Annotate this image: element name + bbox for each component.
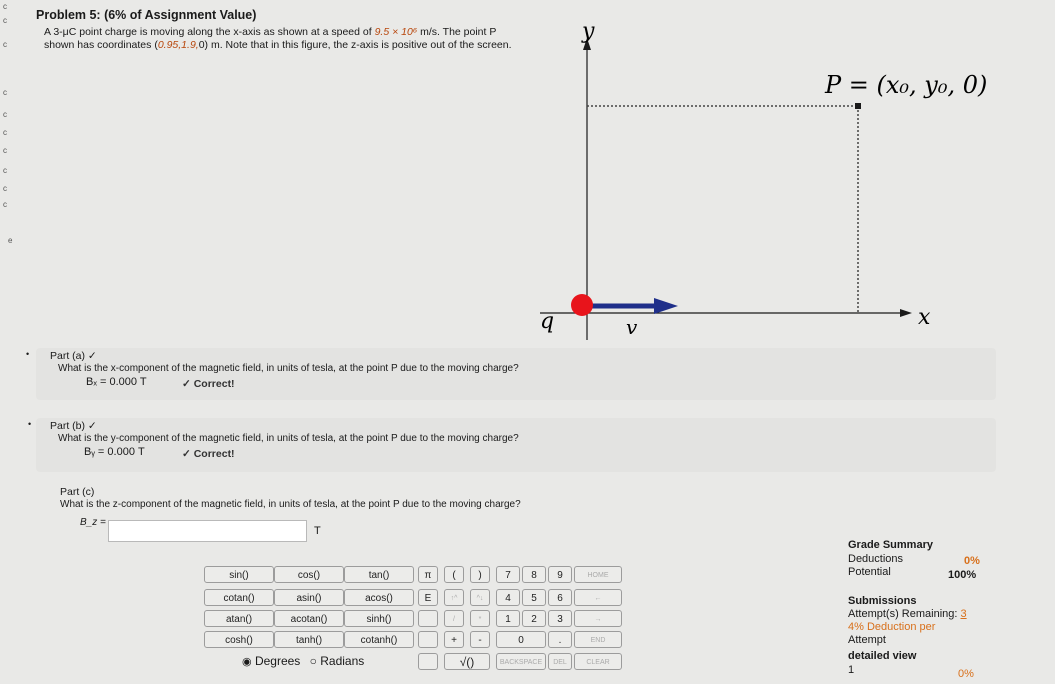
decimal-button[interactable]: . (548, 631, 572, 648)
velocity-arrowhead (654, 298, 678, 314)
detailed-view-link[interactable]: detailed view (848, 650, 917, 662)
multiply-button[interactable]: * (470, 610, 490, 627)
left-arrow-button[interactable]: ← (574, 589, 622, 606)
delete-button[interactable]: DEL (548, 653, 572, 670)
deduction-per-attempt: 4% Deduction per (848, 621, 936, 633)
acotan-button[interactable]: acotan() (274, 610, 344, 627)
home-button[interactable]: HOME (574, 566, 622, 583)
minus-button[interactable]: - (470, 631, 490, 648)
bz-answer-input[interactable] (108, 520, 307, 542)
point-p-marker (855, 103, 861, 109)
problem-title: Problem 5: (6% of Assignment Value) (36, 8, 257, 22)
part-a-question: What is the x-component of the magnetic field, in units of tesla, at the point P due to the moving charge? (58, 363, 519, 374)
charge-q (571, 294, 593, 316)
bz-unit: T (314, 525, 321, 537)
speed-value: 9.5 × 10⁶ (374, 26, 418, 38)
degrees-radio[interactable]: ◉ (242, 656, 252, 668)
figure (520, 18, 1040, 348)
digit-7-button[interactable]: 7 (496, 566, 520, 583)
part-b-bullet: • (28, 419, 32, 429)
grade-summary-title: Grade Summary (848, 539, 933, 551)
atan-button[interactable]: atan() (204, 610, 274, 627)
degrees-label: Degrees (254, 654, 301, 668)
point-p-label: P = (x₀, y₀, 0) (825, 71, 988, 99)
digit-9-button[interactable]: 9 (548, 566, 572, 583)
digit-1-button[interactable]: 1 (496, 610, 520, 627)
velocity-label: v (626, 315, 638, 339)
digit-6-button[interactable]: 6 (548, 589, 572, 606)
plus-button[interactable]: + (444, 631, 464, 648)
cosh-button[interactable]: cosh() (204, 631, 274, 648)
power-up-button[interactable]: ↑^ (444, 589, 464, 606)
blank-key-1[interactable] (418, 610, 438, 627)
cotanh-button[interactable]: cotanh() (344, 631, 414, 648)
part-a-header[interactable]: Part (a) ✓ (50, 350, 97, 362)
digit-8-button[interactable]: 8 (522, 566, 546, 583)
problem-statement: A 3-μC point charge is moving along the x-axis as shown at a speed of 9.5 × 10⁶ m/s. The point P shown has coordinates (0.95,1.9,0) m. Note that in this figure, the z-axis is positive out of the screen. (44, 26, 512, 51)
close-paren-button[interactable]: ) (470, 566, 490, 583)
divide-button[interactable]: / (444, 610, 464, 627)
part-b-status: ✓ Correct! (182, 448, 235, 460)
deductions-label: Deductions (848, 553, 904, 565)
right-arrow-button[interactable]: → (574, 610, 622, 627)
asin-button[interactable]: asin() (274, 589, 344, 606)
bz-label: B_z = (80, 517, 106, 528)
attempts-value: 3 (960, 608, 967, 620)
potential-value: 100% (948, 569, 977, 581)
charge-label: q (540, 309, 555, 334)
attempts-remaining: Attempt(s) Remaining: 3 (848, 608, 967, 620)
tanh-button[interactable]: tanh() (274, 631, 344, 648)
part-b (36, 418, 996, 472)
digit-0-button[interactable]: 0 (496, 631, 546, 648)
coords-value: 0.95,1.9, (157, 39, 199, 51)
blank-key-2[interactable] (418, 631, 438, 648)
part-a-status: ✓ Correct! (182, 378, 235, 390)
digit-2-button[interactable]: 2 (522, 610, 546, 627)
x-axis-label: x (918, 305, 931, 330)
radians-label: Radians (320, 654, 365, 668)
cos-button[interactable]: cos() (274, 566, 344, 583)
part-a-answer: Bₓ = 0.000 T (86, 376, 147, 388)
power-down-button[interactable]: ^↓ (470, 589, 490, 606)
submission-row-value: 0% (958, 668, 974, 680)
angle-mode (242, 654, 364, 668)
sin-button[interactable]: sin() (204, 566, 274, 583)
cotan-button[interactable]: cotan() (204, 589, 274, 606)
exp-button[interactable]: E (418, 589, 438, 606)
digit-3-button[interactable]: 3 (548, 610, 572, 627)
potential-label: Potential (848, 566, 891, 578)
sqrt-button[interactable]: √() (444, 653, 490, 670)
part-c-header: Part (c) (60, 486, 95, 498)
x-axis-arrowhead (900, 309, 912, 317)
part-a (36, 348, 996, 400)
deductions-value: 0% (964, 555, 980, 567)
pi-button[interactable]: π (418, 566, 438, 583)
acos-button[interactable]: acos() (344, 589, 414, 606)
part-b-answer: Bᵧ = 0.000 T (84, 446, 145, 458)
end-button[interactable]: END (574, 631, 622, 648)
blank-key-3[interactable] (418, 653, 438, 670)
digit-4-button[interactable]: 4 (496, 589, 520, 606)
part-b-header[interactable]: Part (b) ✓ (50, 420, 97, 432)
sinh-button[interactable]: sinh() (344, 610, 414, 627)
backspace-button[interactable]: BACKSPACE (496, 653, 546, 670)
part-b-question: What is the y-component of the magnetic field, in units of tesla, at the point P due to the moving charge? (58, 433, 519, 444)
y-axis-label: y (582, 19, 595, 44)
part-c-question: What is the z-component of the magnetic field, in units of tesla, at the point P due to the moving charge? (60, 499, 521, 510)
clear-button[interactable]: CLEAR (574, 653, 622, 670)
submissions-title: Submissions (848, 595, 917, 607)
part-a-bullet: • (26, 349, 30, 359)
tan-button[interactable]: tan() (344, 566, 414, 583)
attempt-word: Attempt (848, 634, 886, 646)
digit-5-button[interactable]: 5 (522, 589, 546, 606)
open-paren-button[interactable]: ( (444, 566, 464, 583)
submission-row-number: 1 (848, 664, 855, 676)
radians-radio[interactable]: ○ (309, 654, 317, 668)
